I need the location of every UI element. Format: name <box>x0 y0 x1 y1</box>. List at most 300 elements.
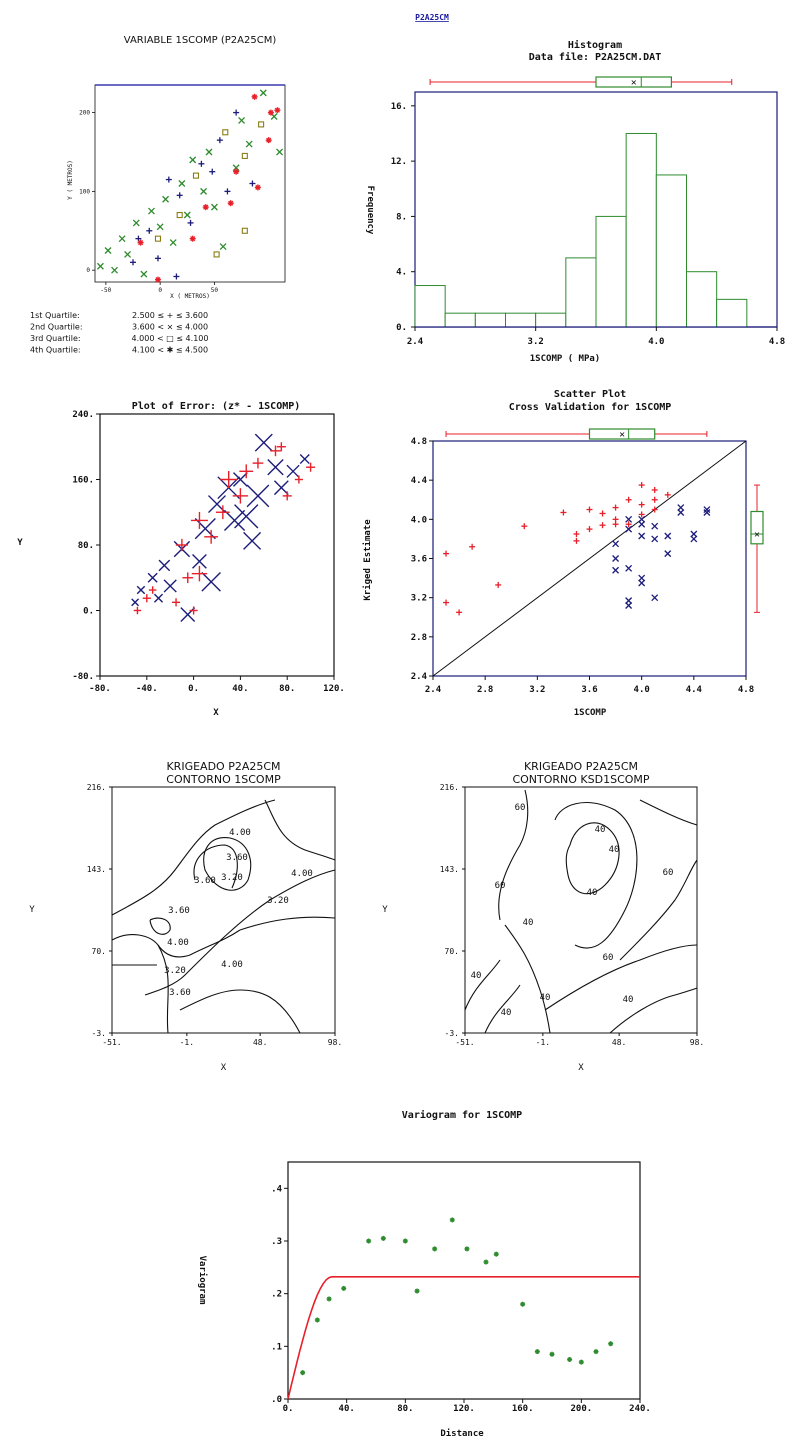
contour1-label: 4.00 <box>221 960 243 970</box>
crossval-plus-point <box>573 531 579 537</box>
histogram-bar <box>687 272 717 327</box>
x-tick-label: 4.8 <box>768 337 786 347</box>
error-plot-title: Plot of Error: (z* - 1SCOMP) <box>131 401 301 412</box>
variogram-point <box>366 1239 371 1244</box>
crossval-plus-point <box>652 487 658 493</box>
crossval-plus-point <box>652 497 658 503</box>
crossval-plus-point <box>443 551 449 557</box>
crossval-x-point <box>652 595 658 601</box>
error-underestimate-point <box>277 442 286 451</box>
quartile1-point <box>177 192 183 198</box>
x-tick-label: 80. <box>397 1404 414 1414</box>
y-tick-label: 200 <box>79 109 90 117</box>
quartile1-point <box>233 110 239 116</box>
y-tick-label: 240. <box>72 410 94 420</box>
error-underestimate-point <box>283 491 292 500</box>
y-tick-label: 0. <box>83 606 94 617</box>
y-tick-label: 80. <box>77 541 94 551</box>
quartile4-point <box>268 110 274 116</box>
error-plot-frame <box>100 414 334 676</box>
histogram-bar <box>536 313 566 327</box>
quartile3-point <box>223 130 228 135</box>
quartile1-point <box>146 228 152 234</box>
y-tick-label: 8. <box>396 212 407 223</box>
y-tick-label: 4. <box>396 267 407 278</box>
contour1-label: 3.20 <box>164 966 186 976</box>
histogram-bar <box>506 313 536 327</box>
histogram-bar <box>626 133 656 327</box>
contour1-label: 4.00 <box>229 828 251 838</box>
variogram-point <box>579 1360 584 1365</box>
crossval-plus-point <box>495 582 501 588</box>
quartile1-point <box>166 177 172 183</box>
error-underestimate-point <box>143 594 151 602</box>
histogram-bar <box>717 299 747 327</box>
x-tick-label: 4.4 <box>685 685 702 695</box>
variogram-point <box>535 1349 540 1354</box>
error-underestimate-point <box>149 586 156 593</box>
crossval-x-point <box>626 598 632 604</box>
contour1-isoline <box>150 918 170 934</box>
quartile4-point <box>255 184 261 190</box>
crossval-plus-point <box>573 538 579 544</box>
y-tick-label: 2.4 <box>410 672 427 682</box>
variogram-point <box>520 1302 525 1307</box>
error-overestimate-point <box>181 608 195 622</box>
contour1-subtitle: CONTORNO 1SCOMP <box>166 773 281 786</box>
error-overestimate-point <box>244 532 261 549</box>
error-overestimate-point <box>132 599 139 606</box>
variogram-point <box>381 1236 386 1241</box>
x-tick-label: 40. <box>232 684 249 694</box>
location-map-xlabel: X ( METROS) <box>170 293 210 300</box>
y-tick-label: 160. <box>72 475 94 486</box>
quartile1-point <box>217 137 223 143</box>
variogram-point <box>594 1349 599 1354</box>
crossval-plus-point <box>665 492 671 498</box>
contour2-isoline <box>545 945 697 1010</box>
error-overestimate-point <box>300 454 309 463</box>
x-tick-label: 98. <box>689 1038 705 1047</box>
y-tick-label: 216. <box>439 783 459 792</box>
contour1-xlabel: X <box>220 1063 227 1073</box>
crossval-plus-point <box>469 544 475 550</box>
page-header: P2A25CM <box>415 13 449 22</box>
quartile2-point <box>246 141 252 147</box>
contour1-isoline <box>112 800 275 915</box>
y-tick-label: 3.6 <box>410 554 427 565</box>
box-mean-marker: × <box>619 429 626 441</box>
quartile2-point <box>97 263 103 269</box>
legend-label: 3rd Quartile: <box>30 334 81 343</box>
crossval-plus-point <box>443 600 449 606</box>
error-underestimate-point <box>191 512 208 529</box>
legend-range: 3.600 < × ≤ 4.000 <box>131 322 209 332</box>
quartile4-point <box>203 204 209 210</box>
contour2-label: 40 <box>622 995 634 1005</box>
crossval-x-point <box>613 567 619 573</box>
x-tick-label: 98. <box>327 1038 343 1047</box>
contour2-label: 60 <box>514 803 526 813</box>
quartile2-point <box>260 90 266 96</box>
histogram-bar <box>415 286 445 327</box>
x-tick-label: 3.6 <box>581 685 598 695</box>
quartile2-point <box>201 188 207 194</box>
error-overestimate-point <box>148 573 157 582</box>
error-underestimate-point <box>295 475 303 483</box>
crossval-plus-point <box>600 510 606 516</box>
crossval-x-point <box>665 533 671 539</box>
quartile3-point <box>259 122 264 127</box>
x-tick-label: -50 <box>100 287 112 294</box>
x-tick-label: 48. <box>611 1038 627 1047</box>
contour1-label: 4.00 <box>167 938 189 948</box>
error-underestimate-point <box>192 566 207 581</box>
contour1-label: 3.60 <box>168 906 190 916</box>
y-tick-label: 100 <box>79 188 90 196</box>
contour1-frame <box>112 787 335 1033</box>
histogram-bar <box>596 216 626 327</box>
contour2-isoline <box>566 823 619 894</box>
histogram-xlabel: 1SCOMP ( MPa) <box>529 354 601 364</box>
error-overestimate-point <box>137 586 144 593</box>
y-tick-label: 4.4 <box>410 476 427 487</box>
legend-range: 4.000 < □ ≤ 4.100 <box>131 334 209 343</box>
crossval-plus-point <box>613 521 619 527</box>
y-tick-label: .1 <box>271 1342 282 1353</box>
y-tick-label: -80. <box>72 672 94 682</box>
variogram-point <box>341 1286 346 1291</box>
quartile2-point <box>179 181 185 187</box>
quartile3-point <box>242 228 247 233</box>
y-tick-label: 70. <box>444 947 459 956</box>
x-tick-label: -80. <box>89 684 111 694</box>
histogram-ylabel: Frequency <box>365 185 375 235</box>
x-tick-label: 160. <box>511 1404 534 1414</box>
x-tick-label: -1. <box>179 1038 195 1047</box>
error-underestimate-point <box>204 530 218 544</box>
y-tick-label: .0 <box>271 1395 282 1405</box>
variogram-point <box>415 1289 420 1294</box>
quartile2-point <box>184 212 190 218</box>
quartile2-point <box>141 271 147 277</box>
variogram-xlabel: Distance <box>440 1429 484 1439</box>
histogram-bar <box>445 313 475 327</box>
error-overestimate-point <box>247 485 269 507</box>
contour1-label: 3.20 <box>221 873 243 883</box>
crossval-x-point <box>626 565 632 571</box>
y-tick-label: 2.8 <box>410 632 427 643</box>
quartile3-point <box>214 252 219 257</box>
variogram-ylabel: Variogram <box>197 1255 207 1305</box>
contour2-label: 60 <box>494 881 506 891</box>
variogram-title: Variogram for 1SCOMP <box>401 1110 523 1121</box>
contour1-ylabel: Y <box>29 905 35 915</box>
contour2-label: 40 <box>594 825 606 835</box>
crossval-identity-line <box>433 441 746 676</box>
variogram-frame <box>288 1162 640 1399</box>
legend-label: 2nd Quartile: <box>30 322 83 332</box>
quartile2-point <box>163 196 169 202</box>
crossval-y-boxplot <box>751 485 763 612</box>
crossval-x-point <box>678 509 684 515</box>
error-underestimate-point <box>239 464 253 478</box>
quartile2-point <box>211 204 217 210</box>
contour2-label: 60 <box>662 868 674 878</box>
location-map-title: VARIABLE 1SCOMP (P2A25CM) <box>123 35 277 46</box>
error-overestimate-point <box>195 519 215 539</box>
error-overestimate-point <box>154 594 162 602</box>
error-underestimate-point <box>306 463 315 472</box>
variogram-point <box>315 1318 320 1323</box>
error-overestimate-point <box>164 580 176 592</box>
quartile2-point <box>277 149 283 155</box>
y-tick-label: 70. <box>91 947 106 956</box>
legend-label: 1st Quartile: <box>30 311 80 320</box>
quartile2-point <box>148 208 154 214</box>
x-tick-label: 2.4 <box>406 337 424 347</box>
contour1-label: 3.20 <box>267 896 289 906</box>
crossval-x-point <box>639 580 645 586</box>
error-underestimate-point <box>182 572 193 583</box>
quartile4-point <box>190 236 196 242</box>
x-tick-label: 4.0 <box>633 685 650 695</box>
box-mean-marker: × <box>753 529 761 541</box>
error-underestimate-point <box>190 606 198 614</box>
histogram-boxplot <box>430 77 732 89</box>
crossval-plus-point <box>560 509 566 515</box>
y-tick-label: 3.2 <box>410 593 427 604</box>
contour2-label: 40 <box>539 993 551 1003</box>
x-tick-label: -40. <box>135 684 158 694</box>
x-tick-label: 0 <box>158 287 162 294</box>
contour2-label: 40 <box>470 971 482 981</box>
crossval-title: Scatter Plot <box>553 389 627 400</box>
contour1-label: 3.60 <box>194 876 216 886</box>
variogram-point <box>464 1246 469 1251</box>
crossval-plus-point <box>613 505 619 511</box>
quartile1-point <box>224 188 230 194</box>
contour1-label: 4.00 <box>291 869 313 879</box>
y-tick-label: .2 <box>271 1289 282 1300</box>
y-tick-label: 4.8 <box>410 437 427 447</box>
crossval-ylabel: Kriged Estimate <box>363 519 373 601</box>
quartile1-point <box>198 161 204 167</box>
contour2-label: 40 <box>608 845 620 855</box>
quartile2-point <box>220 244 226 250</box>
quartile1-point <box>173 273 179 279</box>
contour2-label: 60 <box>602 953 614 963</box>
crossval-x-point <box>639 533 645 539</box>
quartile3-point <box>242 153 247 158</box>
crossval-x-point <box>613 556 619 562</box>
quartile2-point <box>133 220 139 226</box>
contour2-isoline <box>640 800 697 825</box>
contour2-frame <box>465 787 697 1033</box>
x-tick-label: 3.2 <box>527 337 544 347</box>
crossval-plus-point <box>626 497 632 503</box>
error-plot-xlabel: X <box>213 708 219 718</box>
error-underestimate-point <box>172 598 180 606</box>
contour2-label: 40 <box>586 888 598 898</box>
x-tick-label: 120. <box>323 684 345 694</box>
x-tick-label: 0. <box>188 684 200 694</box>
crossval-x-point <box>691 536 697 542</box>
error-overestimate-point <box>268 460 283 475</box>
contour1-label: 3.60 <box>169 988 191 998</box>
error-overestimate-point <box>287 465 299 477</box>
histogram-subtitle: Data file: P2A25CM.DAT <box>528 52 662 63</box>
contour2-isoline <box>465 960 500 1010</box>
x-tick-label: 0. <box>282 1404 294 1414</box>
x-tick-label: 48. <box>252 1038 268 1047</box>
x-tick-label: 80. <box>279 684 296 694</box>
error-overestimate-point <box>274 481 288 495</box>
contour1-isoline <box>180 990 300 1033</box>
variogram-point <box>494 1252 499 1257</box>
quartile1-point <box>188 220 194 226</box>
quartile2-point <box>105 247 111 253</box>
box-mean-marker: × <box>630 77 637 89</box>
variogram-point <box>484 1260 489 1265</box>
y-tick-label: -3. <box>444 1029 459 1038</box>
quartile4-point <box>274 107 280 113</box>
y-tick-label: 143. <box>86 865 106 874</box>
quartile1-point <box>249 181 255 187</box>
error-overestimate-point <box>159 560 170 571</box>
crossval-plus-point <box>587 526 593 532</box>
legend-range: 4.100 < ✱ ≤ 4.500 <box>131 345 209 355</box>
quartile1-point <box>130 259 136 265</box>
x-tick-label: 2.8 <box>477 685 494 695</box>
error-overestimate-point <box>202 573 221 592</box>
crossval-plus-point <box>521 523 527 529</box>
variogram-point <box>300 1370 305 1375</box>
y-tick-label: .3 <box>271 1237 282 1247</box>
x-tick-label: -51. <box>102 1038 122 1047</box>
crossval-plus-point <box>600 522 606 528</box>
x-tick-label: 200. <box>570 1404 593 1414</box>
crossval-subtitle: Cross Validation for 1SCOMP <box>508 402 672 413</box>
variogram-point <box>432 1246 437 1251</box>
y-tick-label: 216. <box>86 783 106 792</box>
x-tick-label: 2.4 <box>424 685 442 695</box>
y-tick-label: 16. <box>390 101 407 112</box>
histogram-bar <box>656 175 686 327</box>
contour2-label: 40 <box>522 918 534 928</box>
quartile2-point <box>206 149 212 155</box>
quartile1-point <box>155 255 161 261</box>
x-tick-label: -1. <box>535 1038 551 1047</box>
quartile2-point <box>157 224 163 230</box>
crossval-x-point <box>613 541 619 547</box>
crossval-plus-point <box>639 482 645 488</box>
quartile4-point <box>252 94 258 100</box>
error-underestimate-point <box>233 488 248 503</box>
variogram-point <box>327 1296 332 1301</box>
contour2-label: 40 <box>500 1008 512 1018</box>
x-tick-label: 120. <box>453 1404 475 1414</box>
contour1-isoline <box>265 800 335 860</box>
x-tick-label: 240. <box>629 1404 651 1414</box>
variogram-point <box>567 1357 572 1362</box>
variogram-model-curve <box>288 1277 640 1399</box>
contour2-isoline <box>620 860 697 960</box>
y-tick-label: 0 <box>86 267 90 275</box>
y-tick-label: -3. <box>91 1029 106 1038</box>
variogram-point <box>550 1352 555 1357</box>
contour2-xlabel: X <box>578 1063 584 1073</box>
contour1-title: KRIGEADO P2A25CM <box>166 760 281 773</box>
x-tick-label: 4.0 <box>648 337 665 347</box>
x-tick-label: 3.2 <box>529 685 546 695</box>
quartile2-point <box>125 251 131 257</box>
histogram-bar <box>475 313 505 327</box>
y-tick-label: .4 <box>271 1184 282 1195</box>
crossval-x-boxplot <box>446 429 707 441</box>
variogram-point <box>450 1217 455 1222</box>
error-underestimate-point <box>176 539 188 551</box>
variogram-point <box>608 1341 613 1346</box>
y-tick-label: 0. <box>396 323 407 333</box>
quartile2-point <box>112 267 118 273</box>
y-tick-label: 12. <box>390 157 407 168</box>
legend-label: 4th Quartile: <box>30 345 81 355</box>
crossval-plus-point <box>456 609 462 615</box>
variogram-point <box>403 1239 408 1244</box>
contour2-ylabel: Y <box>382 905 388 915</box>
error-underestimate-point <box>253 458 264 469</box>
legend-range: 2.500 ≤ + ≤ 3.600 <box>131 311 209 320</box>
quartile3-point <box>193 173 198 178</box>
x-tick-label: 50 <box>210 287 219 294</box>
quartile1-point <box>209 169 215 175</box>
crossval-xlabel: 1SCOMP <box>573 708 607 718</box>
quartile2-point <box>170 240 176 246</box>
error-underestimate-point <box>216 505 230 519</box>
x-tick-label: 40. <box>338 1404 355 1414</box>
quartile2-point <box>119 236 125 242</box>
y-tick-label: 4.0 <box>410 515 427 526</box>
quartile4-point <box>228 200 234 206</box>
quartile4-point <box>266 137 272 143</box>
crossval-plus-point <box>639 502 645 508</box>
crossval-plus-point <box>587 507 593 513</box>
quartile3-point <box>177 213 182 218</box>
location-map-frame <box>95 85 285 282</box>
histogram-title: Histogram <box>567 40 623 51</box>
error-plot-ylabel: Y <box>17 538 23 548</box>
quartile3-point <box>155 236 160 241</box>
quartile4-point <box>138 240 144 246</box>
error-underestimate-point <box>134 607 141 614</box>
crossval-x-point <box>652 523 658 529</box>
contour1-isoline <box>240 917 335 930</box>
quartile2-point <box>190 157 196 163</box>
x-tick-label: -51. <box>455 1038 475 1047</box>
contour2-title: KRIGEADO P2A25CM <box>523 760 639 773</box>
error-overestimate-point <box>255 434 272 451</box>
x-tick-label: 4.8 <box>737 685 755 695</box>
histogram-bar <box>566 258 596 327</box>
contour1-label: 3.60 <box>226 853 248 863</box>
location-map-ylabel: Y ( METROS) <box>67 160 74 200</box>
crossval-x-point <box>652 536 658 542</box>
contour2-subtitle: CONTORNO KSD1SCOMP <box>512 773 650 786</box>
contour2-isoline <box>505 925 550 1033</box>
y-tick-label: 143. <box>439 865 459 874</box>
crossval-x-point <box>665 551 671 557</box>
